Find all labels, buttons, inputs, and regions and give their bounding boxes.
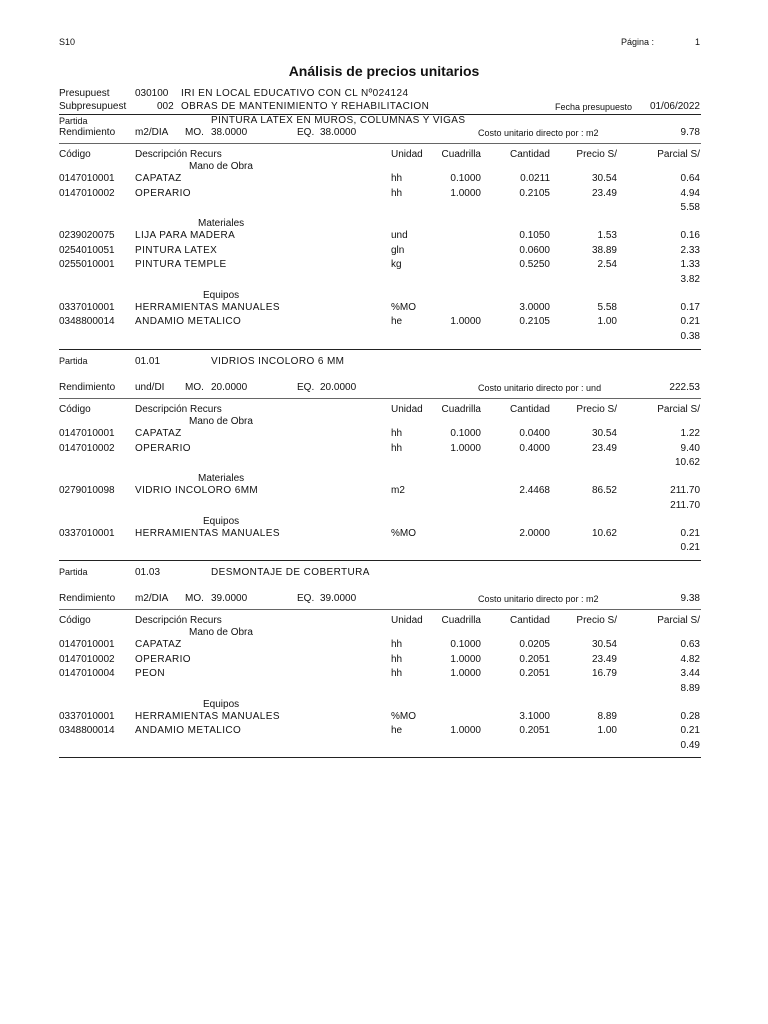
col-unidad-header: Unidad — [391, 404, 423, 415]
partida-label: Partida — [59, 356, 88, 366]
group-title: Mano de Obra — [189, 161, 253, 172]
subpresupuesto-code: 002 — [157, 101, 174, 112]
rendimiento-label: Rendimiento — [59, 382, 116, 393]
page-number: 1 — [694, 37, 700, 47]
partida-label: Partida — [59, 116, 88, 126]
col-parcial-header: Parcial S/ — [657, 149, 700, 160]
row-cantidad: 3.0000 — [519, 301, 550, 313]
costo-unitario-label: Costo unitario directo por : m2 — [478, 128, 599, 138]
row-unidad: %MO — [391, 527, 416, 539]
mo-label: MO. — [185, 127, 204, 138]
row-parcial: 4.82 — [680, 653, 700, 665]
row-parcial: 211.70 — [670, 485, 700, 496]
row-precio: 2.54 — [597, 259, 617, 270]
column-header-divider — [59, 609, 701, 610]
row-precio: 1.53 — [597, 230, 617, 241]
system-label: S10 — [59, 37, 76, 47]
row-parcial: 0.16 — [680, 230, 700, 241]
row-codigo: 0255010001 — [59, 259, 115, 270]
row-precio: 23.49 — [591, 187, 617, 199]
row-codigo: 0279010098 — [59, 485, 115, 496]
row-unidad: hh — [391, 428, 403, 439]
rendimiento-unit: m2/DIA — [135, 127, 169, 138]
row-cantidad: 3.1000 — [519, 710, 550, 722]
row-codigo: 0348800014 — [59, 316, 115, 327]
col-precio-header: Precio S/ — [576, 149, 617, 160]
partida-name: VIDRIOS INCOLORO 6 MM — [211, 356, 345, 367]
row-precio: 1.00 — [597, 316, 617, 327]
col-parcial-header: Parcial S/ — [657, 404, 700, 415]
col-cuadrilla-header: Cuadrilla — [441, 149, 481, 160]
row-parcial: 3.44 — [680, 668, 700, 679]
row-precio: 1.00 — [597, 725, 617, 736]
row-cantidad: 0.0205 — [519, 639, 550, 650]
row-descripcion: OPERARIO — [135, 442, 191, 454]
row-descripcion: HERRAMIENTAS MANUALES — [135, 301, 280, 313]
mo-label: MO. — [185, 593, 204, 604]
column-header-divider — [59, 143, 701, 144]
row-codigo: 0337010001 — [59, 301, 115, 313]
eq-value: 38.0000 — [320, 127, 357, 138]
row-precio: 23.49 — [591, 442, 617, 454]
subpresupuesto-name: OBRAS DE MANTENIMIENTO Y REHABILITACION — [181, 101, 430, 112]
row-codigo: 0147010002 — [59, 653, 115, 665]
row-cantidad: 0.0600 — [519, 244, 550, 256]
row-unidad: hh — [391, 442, 403, 454]
row-cantidad: 0.4000 — [519, 442, 550, 454]
row-parcial: 1.22 — [680, 428, 700, 439]
eq-value: 39.0000 — [320, 593, 357, 604]
row-cuadrilla: 0.1000 — [450, 173, 481, 184]
page-bottom-divider — [59, 757, 701, 758]
col-parcial-header: Parcial S/ — [657, 615, 700, 626]
costo-unitario-value: 9.78 — [680, 127, 700, 138]
costo-unitario-label: Costo unitario directo por : m2 — [478, 594, 599, 604]
rendimiento-unit: und/DI — [135, 382, 165, 393]
presupuesto-code: 030100 — [135, 88, 169, 99]
row-descripcion: PINTURA LATEX — [135, 244, 218, 256]
row-descripcion: ANDAMIO METALICO — [135, 316, 242, 327]
row-codigo: 0147010001 — [59, 173, 115, 184]
page-label: Página : — [621, 37, 655, 47]
row-descripcion: PINTURA TEMPLE — [135, 259, 227, 270]
row-cantidad: 0.0211 — [520, 173, 550, 184]
subpresupuesto-label: Subpresupuest — [59, 101, 127, 112]
col-precio-header: Precio S/ — [576, 404, 617, 415]
row-cuadrilla: 1.0000 — [450, 725, 481, 736]
row-unidad: he — [391, 725, 403, 736]
row-precio: 8.89 — [597, 710, 617, 722]
group-title: Equipos — [203, 515, 240, 527]
rendimiento-label: Rendimiento — [59, 127, 116, 138]
row-codigo: 0147010001 — [59, 428, 115, 439]
col-cantidad-header: Cantidad — [509, 404, 550, 415]
group-title: Materiales — [198, 218, 245, 229]
row-descripcion: CAPATAZ — [135, 428, 182, 439]
costo-unitario-value: 9.38 — [680, 593, 700, 604]
partida-name: PINTURA LATEX EN MUROS, COLUMNAS Y VIGAS — [211, 115, 466, 126]
row-cantidad: 0.2105 — [519, 187, 550, 199]
row-cantidad: 2.4468 — [519, 485, 550, 496]
col-descripcion-header: Descripción Recurs — [135, 149, 222, 160]
row-codigo: 0147010004 — [59, 668, 115, 679]
row-cantidad: 0.5250 — [519, 259, 550, 270]
partida-name: DESMONTAJE DE COBERTURA — [211, 567, 370, 578]
row-precio: 23.49 — [591, 653, 617, 665]
row-descripcion: OPERARIO — [135, 653, 191, 665]
rendimiento-label: Rendimiento — [59, 593, 116, 604]
col-cantidad-header: Cantidad — [509, 615, 550, 626]
fecha-label: Fecha presupuesto — [555, 102, 633, 112]
row-precio: 16.79 — [591, 668, 617, 679]
eq-label: EQ. — [297, 382, 315, 393]
group-title: Mano de Obra — [189, 627, 253, 638]
row-parcial: 0.21 — [680, 725, 700, 736]
row-cantidad: 0.2051 — [519, 725, 550, 736]
row-codigo: 0147010002 — [59, 442, 115, 454]
row-parcial: 0.63 — [680, 639, 700, 650]
col-codigo-header: Código — [59, 149, 91, 160]
row-cuadrilla: 1.0000 — [450, 442, 481, 454]
eq-label: EQ. — [297, 593, 315, 604]
column-header-divider — [59, 398, 701, 399]
mo-value: 20.0000 — [211, 382, 248, 393]
row-codigo: 0337010001 — [59, 527, 115, 539]
row-unidad: hh — [391, 639, 403, 650]
row-parcial: 0.17 — [680, 301, 700, 313]
row-unidad: hh — [391, 668, 403, 679]
mo-label: MO. — [185, 382, 204, 393]
col-cantidad-header: Cantidad — [509, 149, 550, 160]
row-cantidad: 2.0000 — [519, 527, 550, 539]
partida-top-divider — [59, 560, 701, 561]
group-subtotal: 8.89 — [680, 682, 700, 694]
costo-unitario-label: Costo unitario directo por : und — [478, 383, 602, 393]
row-unidad: hh — [391, 173, 403, 184]
row-unidad: kg — [391, 259, 402, 270]
row-descripcion: PEON — [135, 668, 165, 679]
row-descripcion: HERRAMIENTAS MANUALES — [135, 527, 280, 539]
row-parcial: 0.21 — [680, 527, 700, 539]
costo-unitario-value: 222.53 — [669, 382, 700, 393]
group-title: Equipos — [203, 698, 240, 710]
eq-value: 20.0000 — [320, 382, 357, 393]
row-codigo: 0147010001 — [59, 639, 115, 650]
mo-value: 38.0000 — [211, 127, 248, 138]
row-unidad: he — [391, 316, 403, 327]
presupuesto-name: IRI EN LOCAL EDUCATIVO CON CL Nº024124 — [181, 88, 409, 99]
row-unidad: %MO — [391, 710, 416, 722]
col-cuadrilla-header: Cuadrilla — [441, 404, 481, 415]
row-parcial: 4.94 — [680, 187, 700, 199]
col-unidad-header: Unidad — [391, 615, 423, 626]
col-descripcion-header: Descripción Recurs — [135, 404, 222, 415]
row-unidad: hh — [391, 187, 403, 199]
row-cuadrilla: 0.1000 — [450, 639, 481, 650]
row-descripcion: VIDRIO INCOLORO 6MM — [135, 485, 259, 496]
row-descripcion: OPERARIO — [135, 187, 191, 199]
col-unidad-header: Unidad — [391, 149, 423, 160]
group-title: Mano de Obra — [189, 416, 253, 427]
row-precio: 86.52 — [591, 485, 617, 496]
row-parcial: 0.64 — [680, 173, 700, 184]
presupuesto-label: Presupuest — [59, 88, 110, 99]
row-unidad: m2 — [391, 485, 405, 496]
group-subtotal: 0.49 — [680, 739, 700, 751]
col-precio-header: Precio S/ — [576, 615, 617, 626]
mo-value: 39.0000 — [211, 593, 248, 604]
row-cantidad: 0.2051 — [519, 668, 550, 679]
row-codigo: 0348800014 — [59, 725, 115, 736]
col-descripcion-header: Descripción Recurs — [135, 615, 222, 626]
group-subtotal: 0.21 — [680, 542, 700, 553]
row-codigo: 0239020075 — [59, 230, 115, 241]
row-precio: 10.62 — [591, 527, 617, 539]
row-codigo: 0254010051 — [59, 244, 115, 256]
row-descripcion: LIJA PARA MADERA — [135, 230, 236, 241]
row-cuadrilla: 1.0000 — [450, 668, 481, 679]
col-codigo-header: Código — [59, 404, 91, 415]
group-subtotal: 10.62 — [674, 457, 700, 468]
group-title: Materiales — [198, 473, 245, 484]
row-codigo: 0147010002 — [59, 187, 115, 199]
row-cuadrilla: 1.0000 — [450, 187, 481, 199]
partida-code: 01.03 — [135, 567, 161, 578]
row-cuadrilla: 1.0000 — [450, 316, 481, 327]
row-precio: 30.54 — [591, 639, 617, 650]
partida-label: Partida — [59, 567, 88, 577]
row-unidad: gln — [391, 244, 405, 256]
row-descripcion: CAPATAZ — [135, 173, 182, 184]
group-subtotal: 0.38 — [680, 330, 700, 342]
row-unidad: %MO — [391, 301, 416, 313]
col-cuadrilla-header: Cuadrilla — [441, 615, 481, 626]
row-precio: 5.58 — [597, 301, 617, 313]
row-parcial: 0.21 — [680, 316, 700, 327]
row-parcial: 9.40 — [680, 442, 700, 454]
group-subtotal: 3.82 — [680, 273, 700, 285]
row-precio: 30.54 — [591, 173, 617, 184]
row-cantidad: 0.1050 — [519, 230, 550, 241]
row-codigo: 0337010001 — [59, 710, 115, 722]
col-codigo-header: Código — [59, 615, 91, 626]
eq-label: EQ. — [297, 127, 315, 138]
row-precio: 38.89 — [591, 244, 617, 256]
row-cantidad: 0.2051 — [519, 653, 550, 665]
row-descripcion: ANDAMIO METALICO — [135, 725, 242, 736]
row-cantidad: 0.2105 — [519, 316, 550, 327]
row-unidad: hh — [391, 653, 403, 665]
row-precio: 30.54 — [591, 428, 617, 439]
row-parcial: 1.33 — [680, 259, 700, 270]
row-descripcion: HERRAMIENTAS MANUALES — [135, 710, 280, 722]
group-subtotal: 211.70 — [670, 499, 700, 511]
row-descripcion: CAPATAZ — [135, 639, 182, 650]
partida-top-divider — [59, 349, 701, 350]
row-unidad: und — [391, 230, 408, 241]
row-parcial: 2.33 — [680, 244, 700, 256]
fecha-value: 01/06/2022 — [649, 101, 700, 112]
row-cuadrilla: 0.1000 — [450, 428, 481, 439]
row-cantidad: 0.0400 — [519, 428, 550, 439]
row-cuadrilla: 1.0000 — [450, 653, 481, 665]
group-title: Equipos — [203, 289, 240, 301]
rendimiento-unit: m2/DIA — [135, 593, 169, 604]
row-parcial: 0.28 — [680, 710, 700, 722]
partida-code: 01.01 — [135, 356, 161, 367]
group-subtotal: 5.58 — [680, 202, 700, 213]
page-title: Análisis de precios unitarios — [288, 63, 480, 79]
